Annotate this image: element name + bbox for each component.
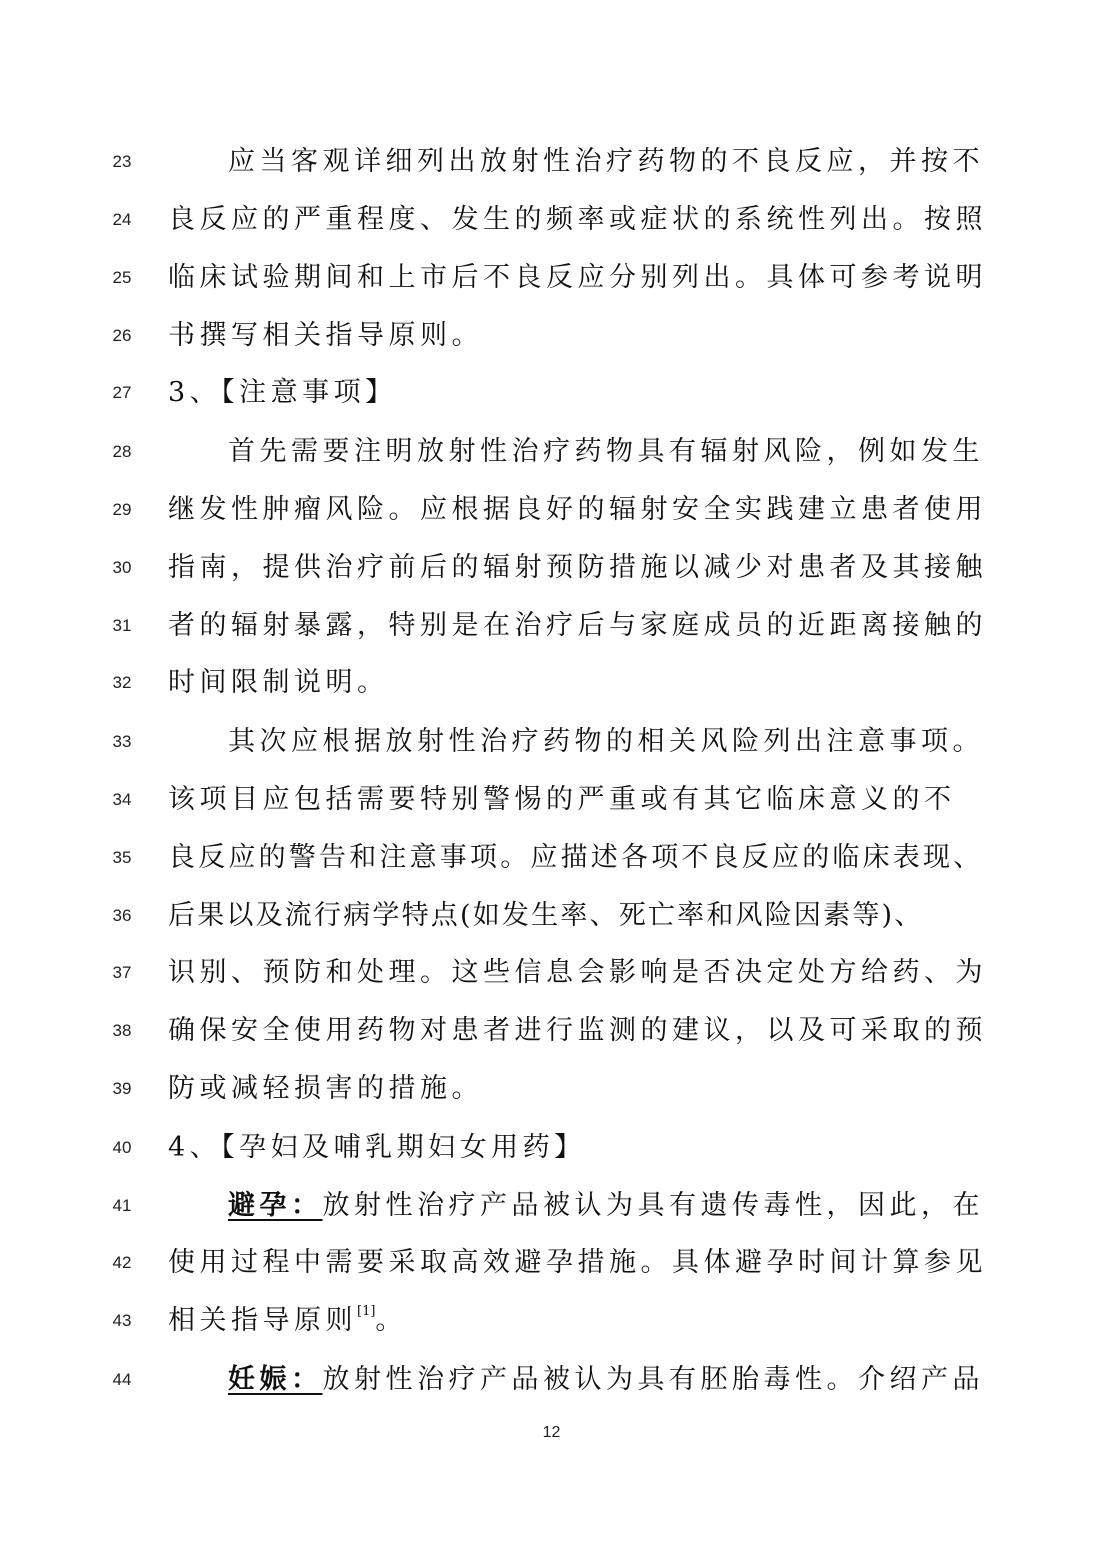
reference-marker: [1] [357, 1304, 376, 1319]
heading-text: 4、【孕妇及哺乳期妇女用药】 [168, 1132, 586, 1163]
line-number: 37 [112, 963, 132, 982]
line-number: 35 [112, 848, 132, 867]
line-number: 42 [112, 1253, 132, 1272]
text-line [0, 490, 1103, 530]
section-heading [0, 1128, 1103, 1168]
text-line [0, 896, 1103, 936]
term-contraception: 避孕： [228, 1190, 323, 1221]
line-number: 26 [112, 326, 132, 345]
line-text: 继发性肿瘤风险。应根据良好的辐射安全实践建立患者使用 [168, 494, 987, 525]
line-text: 该项目应包括需要特别警惕的严重或有其它临床意义的不 [168, 784, 956, 815]
line-text: 时间限制说明。 [168, 667, 389, 698]
line-text [228, 1186, 984, 1226]
line-number: 43 [112, 1311, 132, 1330]
text-line [0, 1243, 1103, 1283]
line-number: 36 [112, 906, 132, 925]
line-number: 38 [112, 1021, 132, 1040]
line-text: 书撰写相关指导原则。 [168, 320, 483, 351]
text-line [0, 1011, 1103, 1051]
text-line [0, 663, 1103, 703]
line-text-tail: 。 [375, 1305, 407, 1336]
line-number: 40 [112, 1138, 132, 1157]
line-text: 防或减轻损害的措施。 [168, 1073, 483, 1104]
text-line [0, 316, 1103, 356]
line-text: 后果以及流行病学特点(如发生率、死亡率和风险因素等)、 [168, 900, 924, 931]
line-number: 34 [112, 790, 132, 809]
line-number: 24 [112, 210, 132, 229]
line-text: 其次应根据放射性治疗药物的相关风险列出注意事项。 [228, 726, 984, 757]
line-text: 应当客观详细列出放射性治疗药物的不良反应，并按不 [228, 146, 984, 177]
line-number: 25 [112, 268, 132, 287]
line-text [168, 1301, 407, 1341]
line-number: 29 [112, 500, 132, 519]
line-number: 23 [112, 152, 132, 171]
line-text: 首先需要注明放射性治疗药物具有辐射风险，例如发生 [228, 436, 984, 467]
line-text: 确保安全使用药物对患者进行监测的建议，以及可采取的预 [168, 1015, 987, 1046]
line-text: 者的辐射暴露，特别是在治疗后与家庭成员的近距离接触的 [168, 610, 987, 641]
text-line [0, 1186, 1103, 1226]
text-line [0, 1069, 1103, 1109]
line-text [228, 1360, 984, 1400]
line-number: 41 [112, 1196, 132, 1215]
line-number: 32 [112, 673, 132, 692]
line-number: 30 [112, 558, 132, 577]
heading-text: 3、【注意事项】 [168, 377, 397, 408]
line-number: 33 [112, 732, 132, 751]
line-text: 良反应的严重程度、发生的频率或症状的系统性列出。按照 [168, 204, 987, 235]
line-number: 31 [112, 616, 132, 635]
text-line [0, 722, 1103, 762]
text-line [0, 780, 1103, 820]
line-text-body: 放射性治疗产品被认为具有胚胎毒性。介绍产品 [322, 1364, 984, 1395]
line-text: 良反应的警告和注意事项。应描述各项不良反应的临床表现、 [168, 842, 984, 873]
text-line [0, 606, 1103, 646]
text-line [0, 258, 1103, 298]
line-text: 识别、预防和处理。这些信息会影响是否决定处方给药、为 [168, 957, 987, 988]
line-number: 39 [112, 1079, 132, 1098]
text-line [0, 838, 1103, 878]
line-number: 27 [112, 383, 132, 402]
line-number: 28 [112, 442, 132, 461]
line-text: 指南，提供治疗前后的辐射预防措施以减少对患者及其接触 [168, 552, 987, 583]
text-line [0, 142, 1103, 182]
text-line [0, 200, 1103, 240]
page-number: 12 [542, 1424, 561, 1441]
term-pregnancy: 妊娠： [228, 1364, 323, 1395]
line-text-body: 相关指导原则 [168, 1305, 357, 1336]
text-line [0, 953, 1103, 993]
line-number: 44 [112, 1370, 132, 1389]
line-text: 使用过程中需要采取高效避孕措施。具体避孕时间计算参见 [168, 1247, 987, 1278]
line-text: 临床试验期间和上市后不良反应分别列出。具体可参考说明 [168, 262, 987, 293]
text-line [0, 432, 1103, 472]
text-line [0, 1360, 1103, 1400]
line-text-body: 放射性治疗产品被认为具有遗传毒性，因此，在 [322, 1190, 984, 1221]
text-line [0, 548, 1103, 588]
section-heading [0, 373, 1103, 413]
text-line [0, 1301, 1103, 1341]
